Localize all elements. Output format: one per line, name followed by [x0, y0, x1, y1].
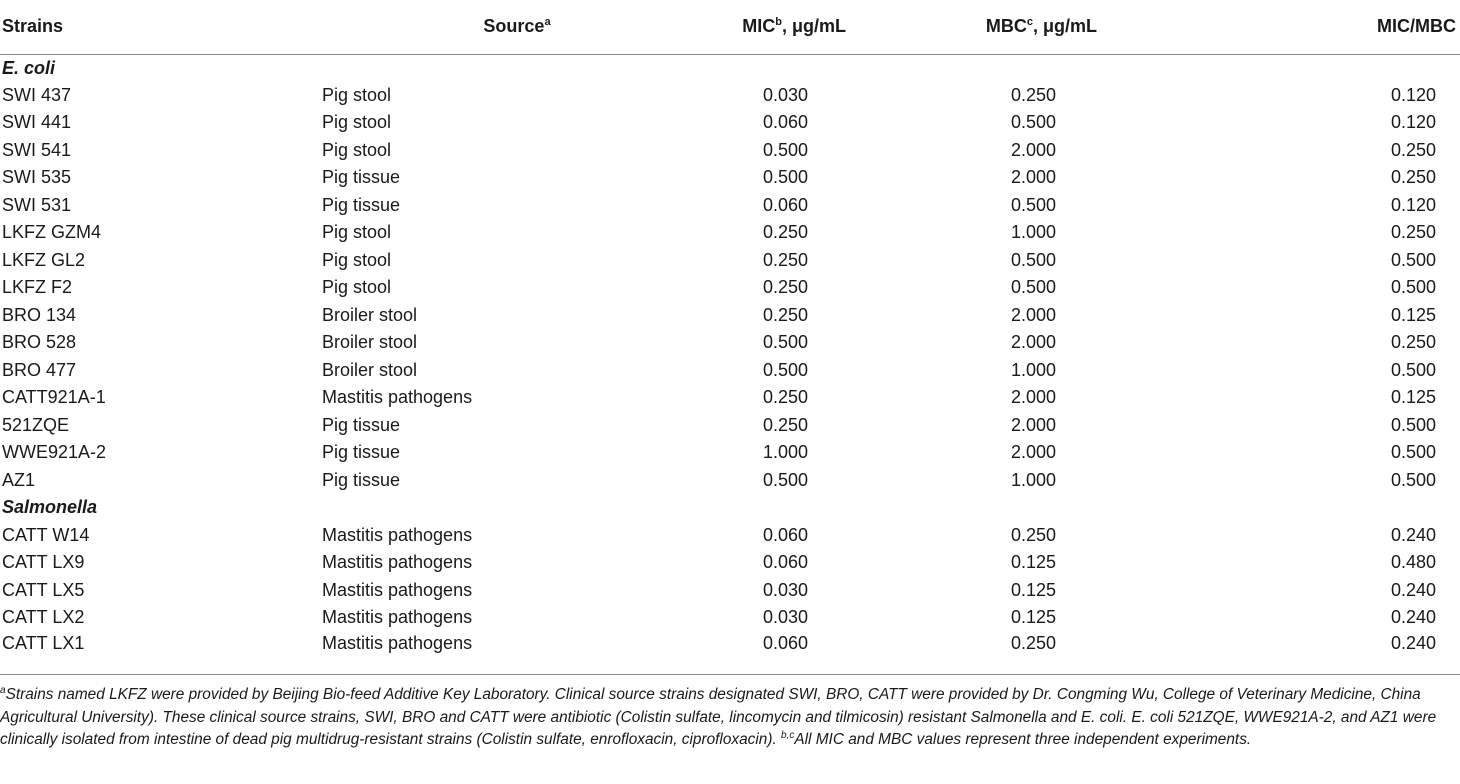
- cell-mic-mbc-ratio: 0.500: [1390, 442, 1436, 463]
- cell-mic-mbc-ratio: 0.120: [1390, 112, 1436, 133]
- cell-mic-mbc-ratio: 0.480: [1390, 552, 1436, 573]
- cell-strain: LKFZ F2: [2, 277, 73, 298]
- header-strains: Strains: [0, 0, 322, 54]
- cell-source: Mastitis pathogens: [322, 579, 473, 600]
- cell-strain: CATT LX9: [2, 552, 85, 573]
- cell-mic: 0.060: [762, 194, 808, 215]
- cell-mic-mbc-ratio: 0.250: [1390, 139, 1436, 160]
- cell-source: Mastitis pathogens: [322, 524, 473, 545]
- table-row: [0, 137, 1460, 165]
- cell-mbc: 0.500: [1010, 112, 1056, 133]
- cell-mic: 0.250: [762, 304, 808, 325]
- header-row: [0, 0, 1460, 54]
- cell-mbc: 0.125: [1010, 607, 1056, 628]
- cell-mic-mbc-ratio: 0.120: [1390, 194, 1436, 215]
- table-row: [0, 384, 1460, 412]
- cell-strain: CATT LX1: [2, 632, 85, 653]
- cell-source: Pig tissue: [322, 442, 401, 463]
- cell-strain: LKFZ GL2: [2, 249, 86, 270]
- cell-mbc: 2.000: [1010, 139, 1056, 160]
- cell-mic: 0.030: [762, 84, 808, 105]
- cell-strain: CATT LX2: [2, 607, 85, 628]
- table-row: [0, 219, 1460, 247]
- cell-source: Pig tissue: [322, 414, 401, 435]
- cell-mbc: 2.000: [1010, 167, 1056, 188]
- cell-source: Pig tissue: [322, 469, 401, 490]
- cell-mbc: 2.000: [1010, 442, 1056, 463]
- cell-mic: 0.250: [762, 277, 808, 298]
- cell-mic: 0.030: [762, 579, 808, 600]
- cell-source: Mastitis pathogens: [322, 632, 473, 653]
- cell-mic-mbc-ratio: 0.500: [1390, 277, 1436, 298]
- cell-mic-mbc-ratio: 0.125: [1390, 304, 1436, 325]
- header-source: Source$^a$: [322, 0, 622, 54]
- cell-mic-mbc-ratio: 0.250: [1390, 222, 1436, 243]
- cell-mic: 1.000: [762, 442, 808, 463]
- cell-mic: 0.250: [762, 249, 808, 270]
- cell-source: Broiler stool: [322, 304, 418, 325]
- table-row: [0, 412, 1460, 440]
- cell-mic-mbc-ratio: 0.120: [1390, 84, 1436, 105]
- table-row: [0, 109, 1460, 137]
- cell-mic-mbc-ratio: 0.240: [1390, 524, 1436, 545]
- cell-mbc: 1.000: [1010, 469, 1056, 490]
- table-row: [0, 604, 1460, 632]
- table-row: [0, 439, 1460, 467]
- cell-mic: 0.250: [762, 222, 808, 243]
- cell-source: Pig stool: [322, 222, 392, 243]
- table-row: [0, 82, 1460, 110]
- cell-mbc: 2.000: [1010, 304, 1056, 325]
- table-row: [0, 302, 1460, 330]
- group-label: E. coli: [2, 57, 56, 78]
- cell-strain: AZ1: [2, 469, 36, 490]
- cell-source: Pig tissue: [322, 167, 401, 188]
- cell-mbc: 2.000: [1010, 387, 1056, 408]
- cell-mbc: 0.500: [1010, 277, 1056, 298]
- cell-mic: 0.250: [762, 387, 808, 408]
- cell-strain: LKFZ GZM4: [2, 222, 102, 243]
- cell-mbc: 1.000: [1010, 359, 1056, 380]
- cell-mbc: 0.125: [1010, 579, 1056, 600]
- footnote-bc-text: All MIC and MBC values represent three independent experiments.: [794, 731, 1252, 748]
- cell-strain: WWE921A-2: [2, 442, 107, 463]
- cell-source: Pig stool: [322, 84, 392, 105]
- header-mic: MIC$^b$, μg/mL: [622, 0, 912, 54]
- cell-source: Pig stool: [322, 139, 392, 160]
- footnote-a-text: Strains named LKFZ were provided by Beijing Bio-feed Additive Key Laboratory. Clinical source strains designated SWI, BRO, CATT were provided by Dr. Congming Wu, College of Veterinary Medicine, China Agricultural University). These clinical source strains, SWI, BRO and CATT were antibiotic (Colistin sulfate, lincomycin and tilmicosin) resistant Salmonella and E. coli. E. coli 521ZQE, WWE921A-2, and AZ1 were clinically isolated from intestine of dead pig multidrug-resistant strains (Colistin sulfate, enrofloxacin, ciprofloxacin).: [0, 686, 1437, 748]
- cell-mic: 0.500: [762, 167, 808, 188]
- cell-source: Pig stool: [322, 249, 392, 270]
- cell-strain: BRO 134: [2, 304, 77, 325]
- cell-source: Pig tissue: [322, 194, 401, 215]
- header-mic-mbc-ratio: MIC/MBC: [1202, 0, 1460, 54]
- table-row: [0, 522, 1460, 550]
- group-row: [0, 494, 1460, 522]
- group-row: [0, 54, 1460, 82]
- cell-source: Mastitis pathogens: [322, 607, 473, 628]
- cell-strain: SWI 441: [2, 112, 72, 133]
- cell-source: Pig stool: [322, 112, 392, 133]
- table-row: [0, 274, 1460, 302]
- cell-strain: CATT W14: [2, 524, 90, 545]
- header-mbc: MBC$^c$, μg/mL: [912, 0, 1202, 54]
- cell-source: Broiler stool: [322, 359, 418, 380]
- cell-source: Pig stool: [322, 277, 392, 298]
- cell-mic-mbc-ratio: 0.240: [1390, 607, 1436, 628]
- cell-mbc: 0.500: [1010, 249, 1056, 270]
- cell-mic: 0.060: [762, 632, 808, 653]
- cell-mic-mbc-ratio: 0.500: [1390, 249, 1436, 270]
- cell-mic-mbc-ratio: 0.250: [1390, 332, 1436, 353]
- cell-mic-mbc-ratio: 0.250: [1390, 167, 1436, 188]
- table-row: [0, 164, 1460, 192]
- cell-strain: BRO 477: [2, 359, 77, 380]
- cell-mic-mbc-ratio: 0.500: [1390, 359, 1436, 380]
- cell-mic-mbc-ratio: 0.500: [1390, 469, 1436, 490]
- cell-strain: CATT LX5: [2, 579, 85, 600]
- table-row: [0, 632, 1460, 660]
- cell-mic: 0.030: [762, 607, 808, 628]
- table-row: [0, 329, 1460, 357]
- cell-mic-mbc-ratio: 0.240: [1390, 632, 1436, 653]
- cell-strain: SWI 541: [2, 139, 72, 160]
- table-body: [0, 54, 1460, 659]
- cell-source: Mastitis pathogens: [322, 387, 473, 408]
- cell-source: Mastitis pathogens: [322, 552, 473, 573]
- cell-mbc: 0.500: [1010, 194, 1056, 215]
- table-footnote: $^a$Strains named LKFZ were provided by Beijing Bio-feed Additive Key Laboratory. Clinical source strains designated SWI, BRO, CATT were provided by Dr. Congming Wu, College of Veterinary Medicine, China Agricultural University). These clinical source strains, SWI, BRO and CATT were antibiotic (Colistin sulfate, lincomycin and tilmicosin) resistant Salmonella and E. coli. E. coli 521ZQE, WWE921A-2, and AZ1 were clinically isolated from intestine of dead pig multidrug-resistant strains (Colistin sulfate, enrofloxacin, ciprofloxacin). $^{b,c}$All MIC and MBC values represent three independent experiments.: [0, 684, 1437, 748]
- cell-mbc: 0.250: [1010, 84, 1056, 105]
- cell-strain: SWI 535: [2, 167, 72, 188]
- cell-mic: 0.500: [762, 359, 808, 380]
- table-row: [0, 357, 1460, 385]
- table-row: [0, 549, 1460, 577]
- cell-mic: 0.500: [762, 332, 808, 353]
- table-row: [0, 247, 1460, 275]
- cell-source: Broiler stool: [322, 332, 418, 353]
- cell-strain: SWI 531: [2, 194, 72, 215]
- cell-mbc: 0.250: [1010, 632, 1056, 653]
- cell-mbc: 0.125: [1010, 552, 1056, 573]
- cell-strain: CATT921A-1: [2, 387, 106, 408]
- cell-strain: SWI 437: [2, 84, 72, 105]
- cell-mic: 0.500: [762, 469, 808, 490]
- cell-mic: 0.060: [762, 524, 808, 545]
- cell-mic: 0.060: [762, 552, 808, 573]
- cell-mic: 0.250: [762, 414, 808, 435]
- table-row: [0, 192, 1460, 220]
- cell-mic-mbc-ratio: 0.500: [1390, 414, 1436, 435]
- cell-mic-mbc-ratio: 0.125: [1390, 387, 1436, 408]
- cell-mic: 0.500: [762, 139, 808, 160]
- cell-strain: BRO 528: [2, 332, 77, 353]
- table-row: [0, 467, 1460, 495]
- cell-mbc: 1.000: [1010, 222, 1056, 243]
- cell-mbc: 2.000: [1010, 332, 1056, 353]
- cell-mic-mbc-ratio: 0.240: [1390, 579, 1436, 600]
- cell-strain: 521ZQE: [2, 414, 70, 435]
- cell-mic: 0.060: [762, 112, 808, 133]
- table-bottom-rule: [0, 674, 1460, 675]
- cell-mbc: 0.250: [1010, 524, 1056, 545]
- group-label: Salmonella: [2, 497, 98, 518]
- table-row: [0, 577, 1460, 605]
- cell-mbc: 2.000: [1010, 414, 1056, 435]
